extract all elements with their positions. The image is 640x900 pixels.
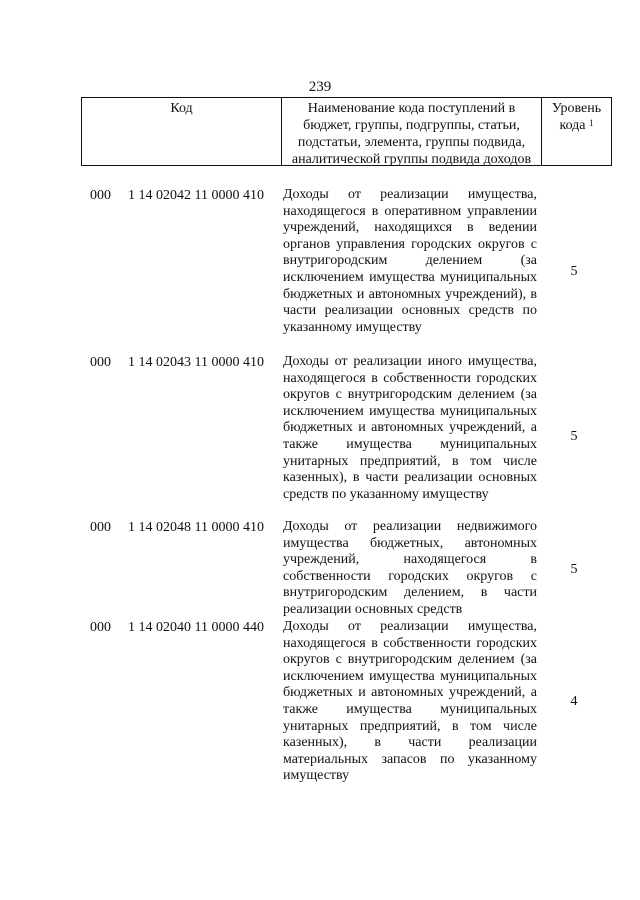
row-prefix: 000 — [90, 620, 111, 635]
row-level: 4 — [570, 694, 578, 709]
row-prefix: 000 — [90, 520, 111, 535]
header-level-footnote: 1 — [589, 118, 594, 128]
row-code: 1 14 02048 11 0000 410 — [128, 520, 264, 535]
header-code: Код — [82, 98, 282, 165]
row-level: 5 — [570, 562, 578, 577]
header-name: Наименование кода поступлений в бюджет, группы, подгруппы, статьи, подстатьи, элемента, группы подвида, аналитической группы подвида доходов — [282, 98, 542, 165]
header-level — [542, 98, 611, 165]
row-description: Доходы от реализации иного имущества, находящегося в собственности городских округов с внутригородским делением (за исключением имущества муниципальных бюджетных и автономных учреждений, а также имущества муниципальных унитарных предприятий, в том числе казенных), в части реализации основных средств по указанному имуществу — [283, 354, 537, 502]
table-header — [81, 97, 612, 166]
row-description: Доходы от реализации имущества, находящегося в собственности городских округов с внутригородским делением (за исключением имущества муниципальных бюджетных и автономных учреждений, а также имущества муниципальных унитарных предприятий, в том числе казенных), в части реализации материальных запасов по указанному имуществу — [283, 619, 537, 784]
row-prefix: 000 — [90, 355, 111, 370]
row-code: 1 14 02040 11 0000 440 — [128, 620, 264, 635]
row-level: 5 — [570, 429, 578, 444]
row-description: Доходы от реализации недвижимого имущества бюджетных, автономных учреждений, находящегося в собственности городских округов с внутригородским делением, в части реализации основных средств — [283, 519, 537, 617]
row-code: 1 14 02043 11 0000 410 — [128, 355, 264, 370]
row-code: 1 14 02042 11 0000 410 — [128, 188, 264, 203]
row-description: Доходы от реализации имущества, находящегося в оперативном управлении учреждений, находящихся в ведении органов управления городских округов с внутригородским делением (за исключением имущества муниципальных бюджетных и автономных учреждений), в части реализации основных средств по указанному имуществу — [283, 187, 537, 335]
header-level-label: Уровень кода — [551, 101, 602, 133]
row-prefix: 000 — [90, 188, 111, 203]
page-number: 239 — [308, 79, 332, 95]
row-level: 5 — [570, 264, 578, 279]
